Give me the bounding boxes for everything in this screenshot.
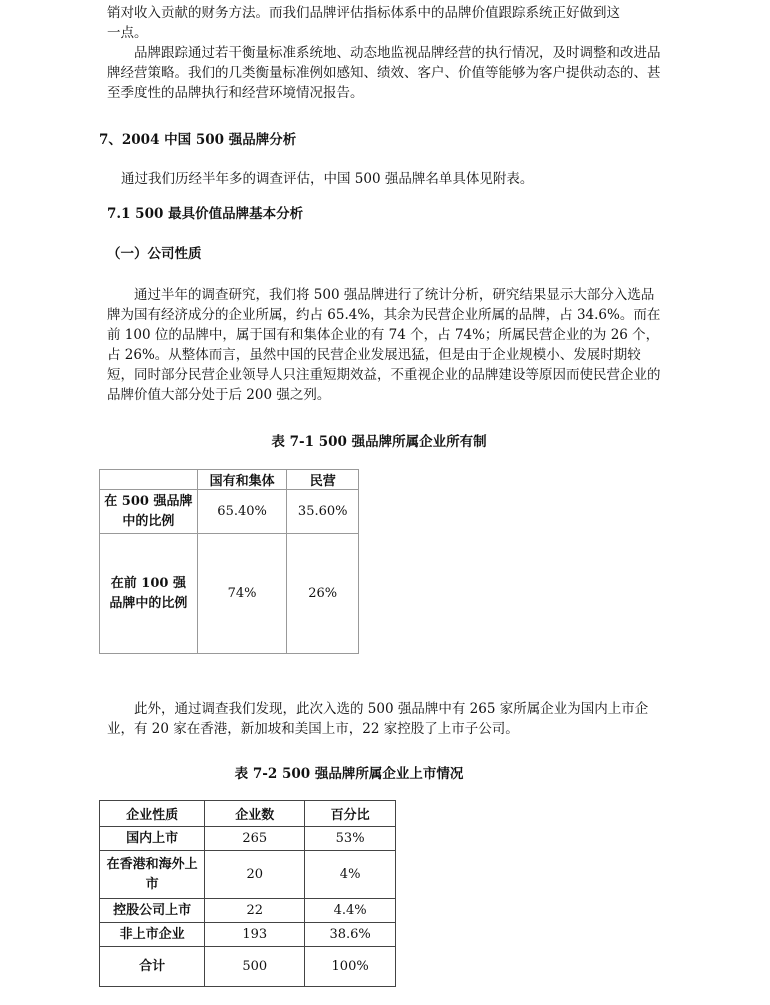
listing-status-table <box>99 800 396 987</box>
row-label: 非上市企业 <box>100 923 205 947</box>
paragraph-intro-line2: 一点。 <box>107 25 148 41</box>
row-label: 在 500 强品牌中的比例 <box>100 490 198 534</box>
table-cell: 35.60% <box>287 490 359 534</box>
table-cell: 193 <box>205 923 305 947</box>
table-header-cell: 国有和集体 <box>197 470 287 490</box>
table2-caption: 表 7-2 500 强品牌所属企业上市情况 <box>234 766 464 782</box>
table-cell: 38.6% <box>305 923 396 947</box>
table-cell: 4.4% <box>305 899 396 923</box>
table-row <box>100 923 396 947</box>
table-cell: 74% <box>197 534 287 654</box>
table-cell: 100% <box>305 947 396 987</box>
paragraph-ownership-analysis: 通过半年的调查研究，我们将 500 强品牌进行了统计分析，研究结果显示大部分入选品牌为国有经济成分的企业所属，约占 65.4%，其余为民营企业所属的品牌，占 34.6%。而在前 100 位的品牌中，属于国有和集体企业的有 74 个，占 74%；所属民营企业的为 26 个，占 26%。从整体而言，虽然中国的民营企业发展迅猛，但是由于企业规模小、发展时期较短，同时部分民营企业领导人只注重短期效益，不重视企业的品牌建设等原因而使民营企业的品牌价值大部分处于后 200 强之列。 <box>107 287 661 403</box>
table-header-cell: 企业性质 <box>100 801 205 827</box>
row-label: 在香港和海外上市 <box>100 851 205 899</box>
table-row <box>100 490 359 534</box>
paragraph-intro-line1: 销对收入贡献的财务方法。而我们品牌评估指标体系中的品牌价值跟踪系统正好做到这 <box>107 5 620 21</box>
table-header-row <box>100 470 359 490</box>
table-header-cell: 百分比 <box>305 801 396 827</box>
row-label: 控股公司上市 <box>100 899 205 923</box>
table-row <box>100 534 359 654</box>
table-row <box>100 851 396 899</box>
row-label: 国内上市 <box>100 827 205 851</box>
table-header-row <box>100 801 396 827</box>
table-cell: 53% <box>305 827 396 851</box>
ownership-table <box>99 469 359 654</box>
section-heading-7: 7、2004 中国 500 强品牌分析 <box>99 132 297 148</box>
section-heading-7-1: 7.1 500 最具价值品牌基本分析 <box>107 206 304 222</box>
table-cell: 22 <box>205 899 305 923</box>
table-cell: 26% <box>287 534 359 654</box>
table-cell: 65.40% <box>197 490 287 534</box>
paragraph-list-reference: 通过我们历经半年多的调查评估，中国 500 强品牌名单具体见附表。 <box>121 171 534 187</box>
table-cell: 20 <box>205 851 305 899</box>
table-header-cell: 民营 <box>287 470 359 490</box>
table-header-cell: 企业数 <box>205 801 305 827</box>
paragraph-listing-status: 此外，通过调查我们发现，此次入选的 500 强品牌中有 265 家所属企业为国内上市企业，有 20 家在香港，新加坡和美国上市，22 家控股了上市子公司。 <box>107 701 649 737</box>
table-header-cell <box>100 470 198 490</box>
section-heading-company-nature: （一）公司性质 <box>107 246 202 262</box>
table-row <box>100 899 396 923</box>
table-row <box>100 947 396 987</box>
table-cell: 500 <box>205 947 305 987</box>
table-cell: 4% <box>305 851 396 899</box>
table1-caption: 表 7-1 500 强品牌所属企业所有制 <box>271 434 487 450</box>
table-row <box>100 827 396 851</box>
row-label: 在前 100 强品牌中的比例 <box>100 534 198 654</box>
paragraph-brand-tracking: 品牌跟踪通过若干衡量标准系统地、动态地监视品牌经营的执行情况，及时调整和改进品牌经营策略。我们的几类衡量标准例如感知、绩效、客户、价值等能够为客户提供动态的、甚至季度性的品牌执行和经营环境情况报告。 <box>107 45 661 101</box>
row-label: 合计 <box>100 947 205 987</box>
table-cell: 265 <box>205 827 305 851</box>
